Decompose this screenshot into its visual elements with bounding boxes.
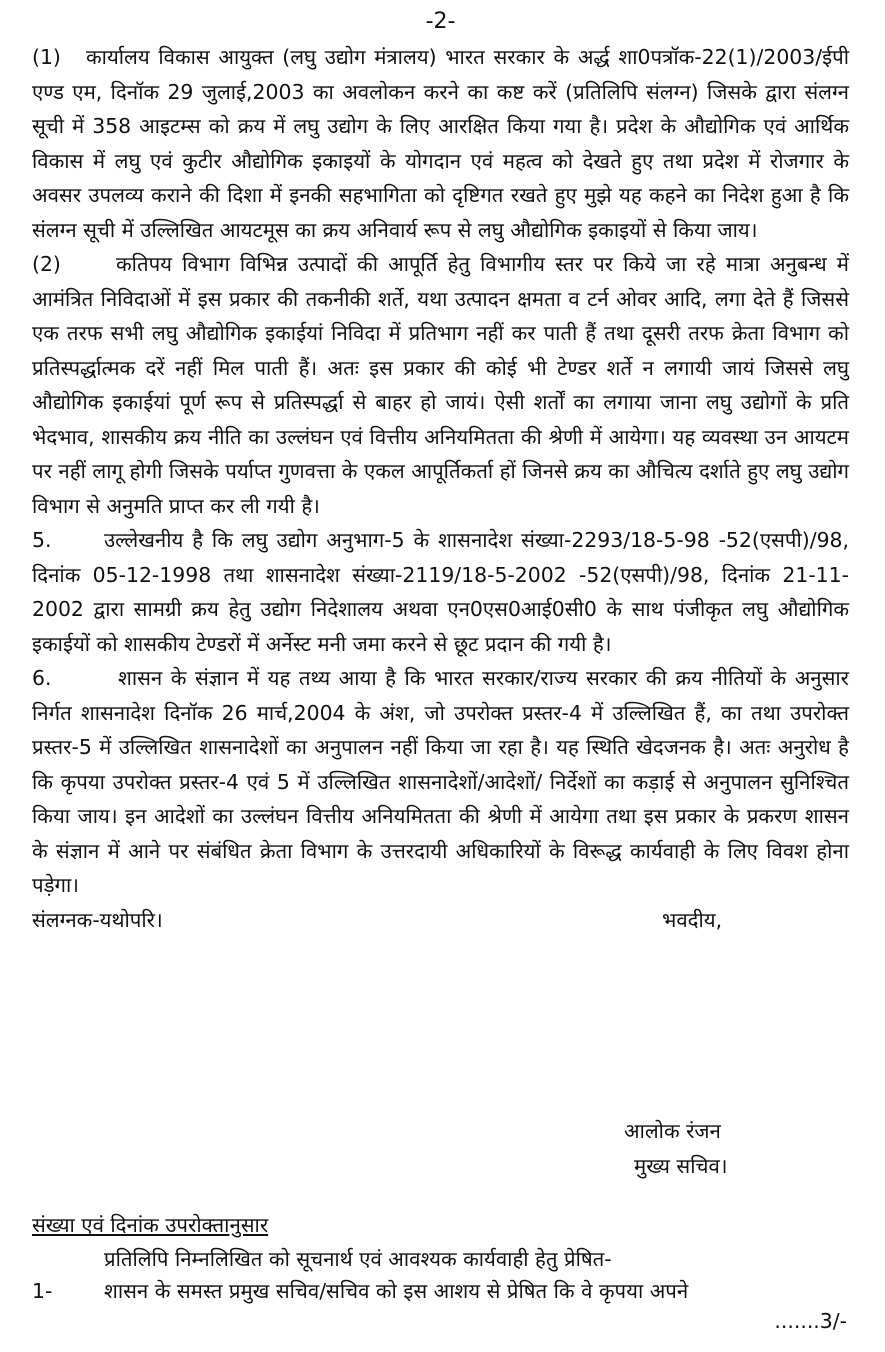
- continued-marker: .......3/-: [774, 1309, 847, 1333]
- paragraph-text: कतिपय विभाग विभिन्न उत्पादों की आपूर्ति हेतु विभागीय स्तर पर किये जा रहे मात्रा अनुबन्ध में आमंत्रित निविदाओं में इस प्रकार की तकनीकी शर्ते, यथा उत्पादन क्षमता व टर्न ओवर आदि, लगा देते हैं जिससे एक तरफ सभी लघु औद्योगिक इकाईयां निविदा में प्रतिभाग नहीं कर पाती हैं तथा दूसरी तरफ क्रेता विभाग को प्रतिस्पर्द्धात्मक दरें नहीं मिल पाती हैं। अतः इस प्रकार की कोई भी टेण्डर शर्ते न लगायी जायं जिससे लघु औद्योगिक इकाईयां पूर्ण रूप से प्रतिस्पर्द्धा से बाहर हो जायं। ऐसी शर्तों का लगाया जाना लघु उद्योगों के प्रति भेदभाव, शासकीय क्रय नीति का उल्लंघन एवं वित्तीय अनियमितता की श्रेणी में आयेगा। यह व्यवस्था उन आयटम पर नहीं लागू होगी जिसके पर्याप्त गुणवत्ता के एकल आपूर्तिकर्ता हों जिनसे क्रय का औचित्य दर्शाते हुए लघु उद्योग विभाग से अनुमति प्राप्त कर ली गयी है।: [32, 252, 849, 518]
- copy-intro: प्रतिलिपि निम्नलिखित को सूचनार्थ एवं आवश्यक कार्यवाही हेतु प्रेषित-: [104, 1247, 612, 1271]
- copy-item-number: 1-: [32, 1279, 53, 1303]
- paragraph-text: कार्यालय विकास आयुक्त (लघु उद्योग मंत्रालय) भारत सरकार के अर्द्ध शा0पत्रॉक-22(1)/2003/ईपी एण्ड एम, दिनॉक 29 जुलाई,2003 का अवलोकन करने का कष्ट करें (प्रतिलिपि संलग्न) जिसके द्वारा संलग्न सूची में 358 आइटम्स को क्रय में लघु उद्योग के लिए आरक्षित किया गया है। प्रदेश के औद्योगिक एवं आर्थिक विकास में लघु एवं कुटीर औद्योगिक इकाइयों के योगदान एवं महत्व को देखते हुए तथा प्रदेश में रोजगार के अवसर उपलव्य कराने की दिशा में इनकी सहभागिता को दृष्टिगत रखते हुए मुझे यह कहने का निदेश हुआ है कि संलग्न सूची में उल्लिखित आयटमूस का क्रय अनिवार्य रूप से लघु औद्योगिक इकाइयों से किया जाय।: [32, 45, 849, 242]
- paragraph-number: (2): [32, 252, 61, 276]
- enclosure-note: संलग्नक-यथोपरि।: [32, 907, 163, 932]
- paragraph-number: (1): [32, 45, 61, 69]
- signatory-name: आलोक रंजन: [624, 1119, 721, 1143]
- paragraph-2: [32, 247, 849, 523]
- closing-salutation: भवदीय,: [662, 907, 723, 932]
- copy-item-text: शासन के समस्त प्रमुख सचिव/सचिव को इस आशय से प्रेषित कि वे कृपया अपने: [104, 1279, 689, 1303]
- paragraph-text: उल्लेखनीय है कि लघु उद्योग अनुभाग-5 के शासनादेश संख्या-2293/18-5-98 -52(एसपी)/98, दिनांक 05-12-1998 तथा शासनादेश संख्या-2119/18-5-2002 -52(एसपी)/98, दिनांक 21-11-2002 द्वारा सामग्री क्रय हेतु उद्योग निदेशालय अथवा एन0एस0आई0सी0 के साथ पंजीकृत लघु औद्योगिक इकाईयों को शासकीय टेण्डरों में अर्नेस्ट मनी जमा करने से छूट प्रदान की गयी है।: [32, 528, 849, 656]
- closing-row: [32, 903, 849, 938]
- reference-line: संख्या एवं दिनांक उपरोक्तानुसार: [32, 1213, 269, 1237]
- signatory-title: मुख्य सचिव।: [634, 1153, 728, 1178]
- signature-block: [624, 1114, 728, 1183]
- paragraph-text: शासन के संज्ञान में यह तथ्य आया है कि भारत सरकार/राज्य सरकार की क्रय नीतियों के अनुसार निर्गत शासनादेश दिनॉक 26 मार्च,2004 के अंश, जो उपरोक्त प्रस्तर-4 में उल्लिखित हैं, का तथा उपरोक्त प्रस्तर-5 में उल्लिखित शासनादेशों का अनुपालन नहीं किया जा रहा है। यह स्थिति खेदजनक है। अतः अनुरोध है कि कृपया उपरोक्त प्रस्तर-4 एवं 5 में उल्लिखित शासनादेशों/आदेशों/ निर्देशों का कड़ाई से अनुपालन सुनिश्चित किया जाय। इन आदेशों का उल्लंघन वित्तीय अनियमितता की श्रेणी में आयेगा तथा इस प्रकार के प्रकरण शासन के संज्ञान में आने पर संबंधित क्रेता विभाग के उत्तरदायी अधिकारियों के विरूद्ध कार्यवाही के लिए विवश होना पड़ेगा।: [32, 666, 849, 897]
- paragraph-number: 6.: [32, 666, 52, 690]
- page-number: -2-: [425, 9, 456, 34]
- paragraph-6: [32, 661, 849, 903]
- copy-list-item: [32, 1276, 688, 1306]
- paragraph-5: [32, 523, 849, 661]
- paragraph-number: 5.: [32, 528, 52, 552]
- paragraph-1: [32, 40, 849, 247]
